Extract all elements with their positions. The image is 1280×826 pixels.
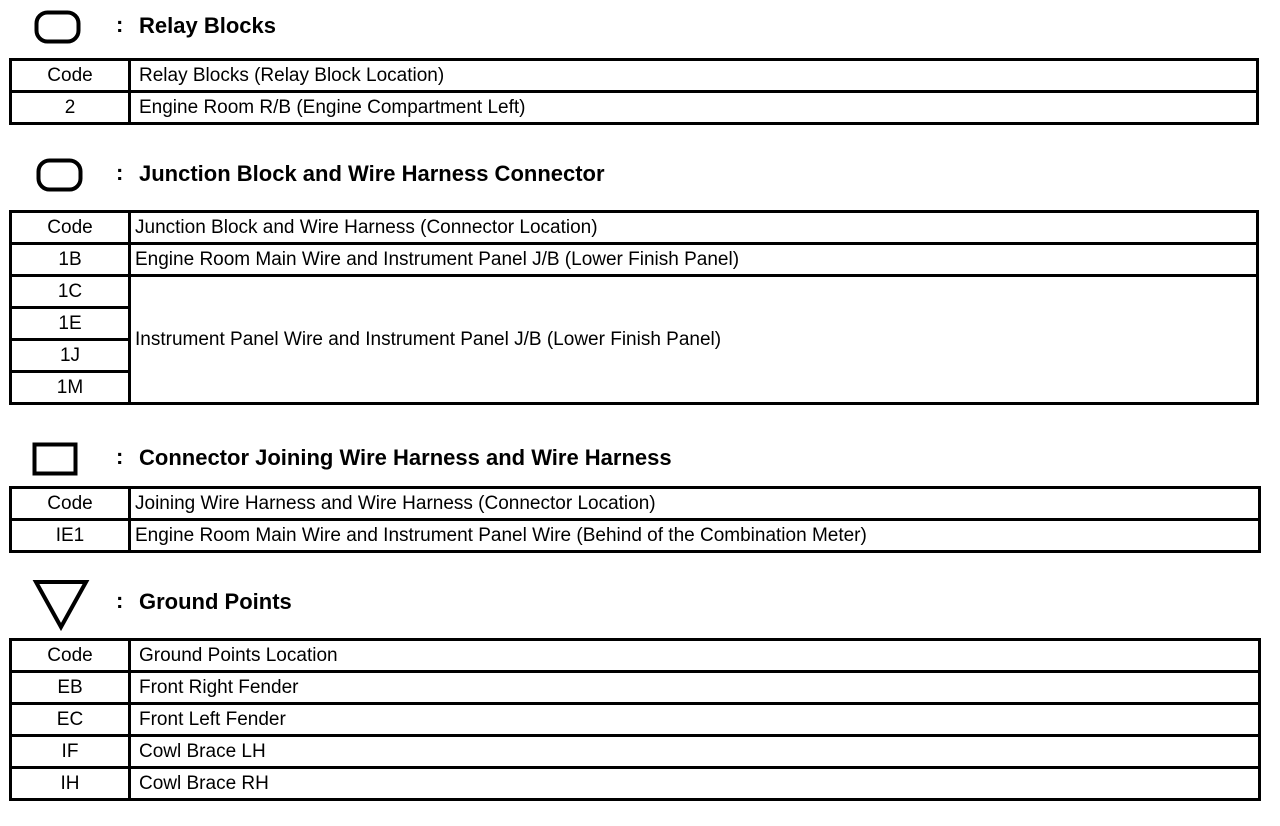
code-cell: 1J bbox=[11, 340, 130, 372]
connector-joining-table bbox=[9, 486, 1261, 553]
square-icon bbox=[32, 442, 78, 476]
code-cell: EB bbox=[11, 672, 130, 704]
description-header: Junction Block and Wire Harness (Connector Location) bbox=[130, 212, 1258, 244]
rounded-rectangle-icon bbox=[36, 158, 84, 192]
rounded-rectangle-icon bbox=[34, 10, 82, 44]
code-cell: IE1 bbox=[11, 520, 130, 552]
description-header: Joining Wire Harness and Wire Harness (Connector Location) bbox=[130, 488, 1260, 520]
heading-colon: : bbox=[116, 588, 124, 613]
code-header: Code bbox=[11, 488, 130, 520]
description-cell: Instrument Panel Wire and Instrument Panel J/B (Lower Finish Panel) bbox=[130, 276, 1258, 404]
relay-blocks-heading bbox=[0, 6, 1280, 46]
table-row bbox=[11, 672, 1260, 704]
table-header-row bbox=[11, 640, 1260, 672]
description-cell: Front Left Fender bbox=[130, 704, 1260, 736]
description-cell: Cowl Brace LH bbox=[130, 736, 1260, 768]
table-header-row bbox=[11, 212, 1258, 244]
heading-colon: : bbox=[116, 444, 124, 469]
table-row bbox=[11, 244, 1258, 276]
code-cell: IH bbox=[11, 768, 130, 800]
description-cell: Front Right Fender bbox=[130, 672, 1260, 704]
code-cell: 1M bbox=[11, 372, 130, 404]
description-cell: Engine Room Main Wire and Instrument Panel Wire (Behind of the Combination Meter) bbox=[130, 520, 1260, 552]
code-cell: EC bbox=[11, 704, 130, 736]
code-cell: 1C bbox=[11, 276, 130, 308]
table-row bbox=[11, 92, 1258, 124]
description-header: Ground Points Location bbox=[130, 640, 1260, 672]
description-header: Relay Blocks (Relay Block Location) bbox=[130, 60, 1258, 92]
junction-block-heading bbox=[0, 156, 1280, 196]
table-row bbox=[11, 520, 1260, 552]
code-header: Code bbox=[11, 212, 130, 244]
section-title: Connector Joining Wire Harness and Wire Harness bbox=[139, 445, 672, 470]
table-header-row bbox=[11, 60, 1258, 92]
description-cell: Engine Room R/B (Engine Compartment Left) bbox=[130, 92, 1258, 124]
section-title: Relay Blocks bbox=[139, 13, 276, 38]
code-cell: 1B bbox=[11, 244, 130, 276]
table-row bbox=[11, 736, 1260, 768]
relay-blocks-table bbox=[9, 58, 1259, 125]
table-row bbox=[11, 768, 1260, 800]
table-row bbox=[11, 704, 1260, 736]
section-title: Ground Points bbox=[139, 589, 292, 614]
code-header: Code bbox=[11, 60, 130, 92]
connector-joining-heading bbox=[0, 438, 1280, 478]
heading-colon: : bbox=[116, 160, 124, 185]
code-cell: 1E bbox=[11, 308, 130, 340]
ground-points-table bbox=[9, 638, 1261, 801]
code-cell: 2 bbox=[11, 92, 130, 124]
code-header: Code bbox=[11, 640, 130, 672]
section-title: Junction Block and Wire Harness Connector bbox=[139, 161, 605, 186]
table-row bbox=[11, 276, 1258, 308]
down-triangle-icon bbox=[32, 578, 90, 632]
code-cell: IF bbox=[11, 736, 130, 768]
table-header-row bbox=[11, 488, 1260, 520]
heading-colon: : bbox=[116, 12, 124, 37]
ground-points-heading bbox=[0, 578, 1280, 618]
junction-block-table bbox=[9, 210, 1259, 405]
description-cell: Engine Room Main Wire and Instrument Panel J/B (Lower Finish Panel) bbox=[130, 244, 1258, 276]
description-cell: Cowl Brace RH bbox=[130, 768, 1260, 800]
